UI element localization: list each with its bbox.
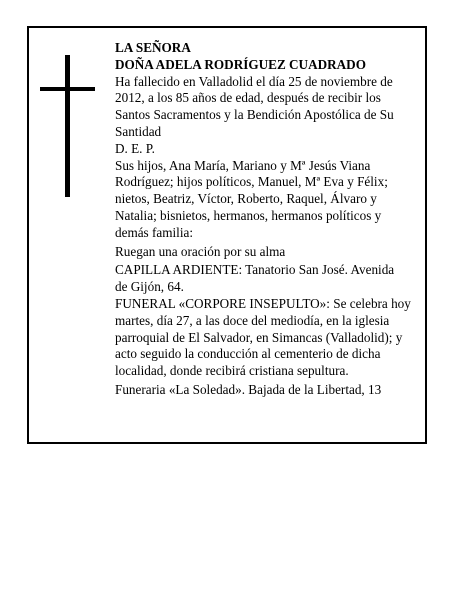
funeral-line: localidad, donde recibirá cristiana sepultura.	[115, 363, 349, 379]
family-line: demás familia:	[115, 224, 193, 240]
funeral-info	[115, 296, 427, 380]
funeral-line: parroquial de El Salvador, en Simancas (Valladolid); y	[115, 329, 403, 345]
funeral-line: martes, día 27, a las doce del mediodía, en la iglesia	[115, 312, 390, 328]
obituary-text	[115, 40, 427, 399]
death-notice	[115, 74, 427, 141]
funeral-line: acto seguido la conducción al cementerio de dicha	[115, 346, 381, 362]
obituary-notice	[27, 26, 427, 444]
deceased-name: DOÑA ADELA RODRÍGUEZ CUADRADO	[115, 56, 366, 72]
latin-cross-icon	[40, 55, 95, 197]
family-line: Sus hijos, Ana María, Mariano y Mª Jesús Viana	[115, 157, 371, 173]
honorific: LA SEÑORA	[115, 40, 191, 55]
family-list	[115, 158, 427, 242]
prayer-request: Ruegan una oración por su alma	[115, 243, 286, 259]
dep-line: D. E. P.	[115, 140, 155, 156]
death-notice-line: Santos Sacramentos y la Bendición Apostólica de Su	[115, 107, 394, 123]
family-line: nietos, Beatriz, Víctor, Roberto, Raquel, Álvaro y	[115, 191, 377, 207]
death-notice-line: 2012, a los 85 años de edad, después de recibir los	[115, 90, 381, 106]
chapel-info	[115, 262, 427, 296]
death-notice-line: Santidad	[115, 123, 162, 139]
death-notice-line: Ha fallecido en Valladolid el día 25 de noviembre de	[115, 73, 393, 89]
family-line: Natalia; bisnietos, hermanos, hermanos políticos y	[115, 207, 382, 223]
family-line: Rodríguez; hijos políticos, Manuel, Mª Eva y Félix;	[115, 174, 388, 190]
cross-vertical-bar	[65, 55, 70, 197]
chapel-line: de Gijón, 64.	[115, 279, 184, 295]
funeral-home: Funeraria «La Soledad». Bajada de la Libertad, 13	[115, 381, 382, 397]
chapel-line: CAPILLA ARDIENTE: Tanatorio San José. Avenida	[115, 262, 395, 278]
cross-horizontal-bar	[40, 87, 95, 91]
funeral-line: FUNERAL «CORPORE INSEPULTO»: Se celebra hoy	[115, 295, 411, 311]
